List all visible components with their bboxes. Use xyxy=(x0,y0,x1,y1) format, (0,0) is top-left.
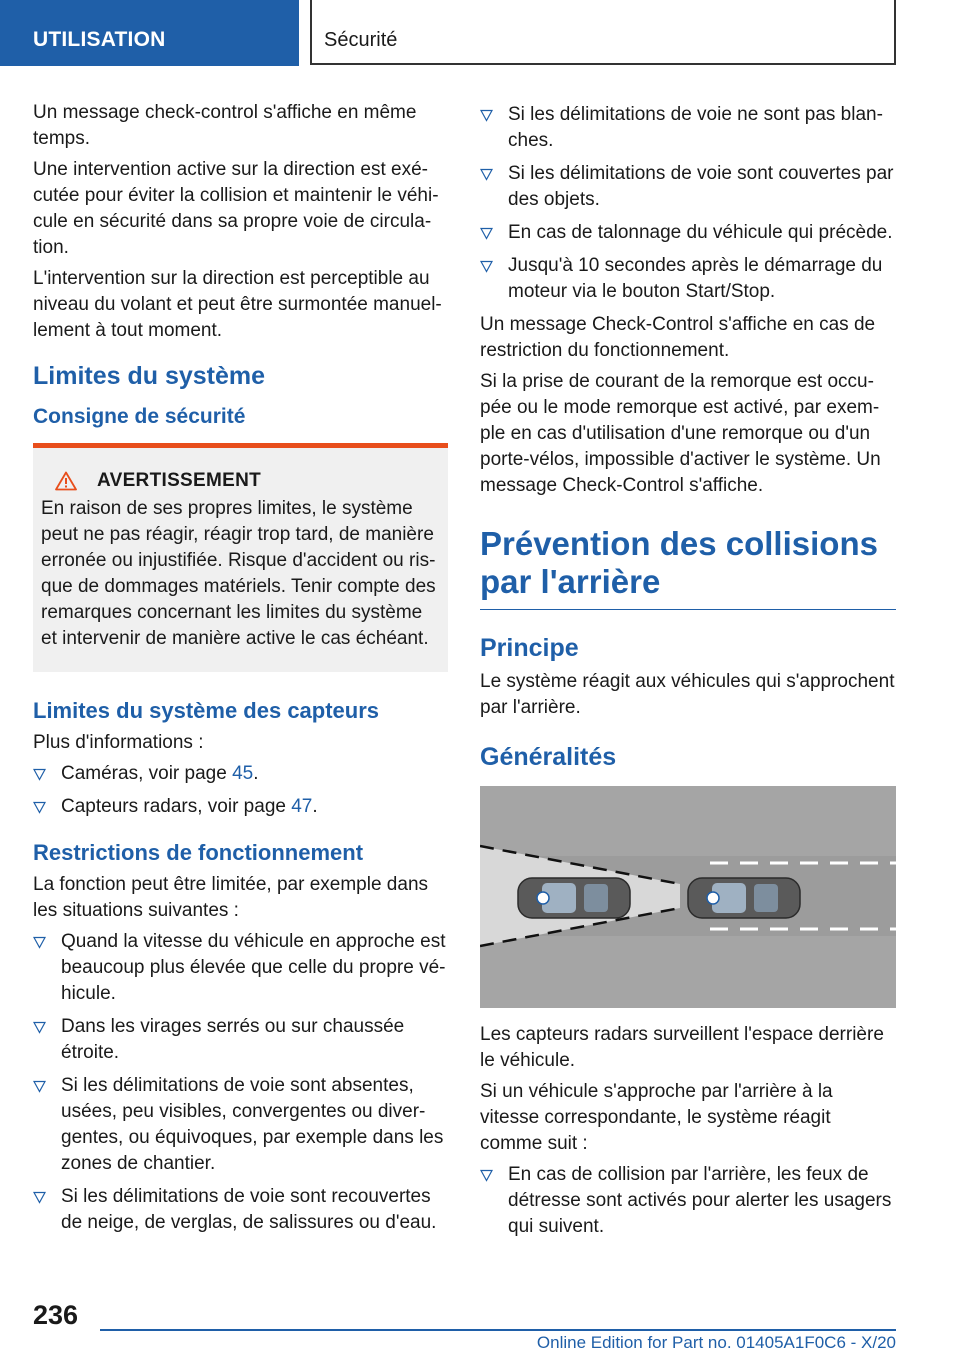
trailer-paragraph: Si la prise de courant de la remorque est occu-pée ou le mode remorque est activé, par exem-ple en cas d'utilisation d'une remorque ou d'un porte-vélos, impossible d'activer le système. Un message Check-Control s'affiche. xyxy=(480,371,881,496)
edition-info: Online Edition for Part no. 01405A1F0C6 - X/20 xyxy=(536,1333,896,1352)
list-item-text: Dans les virages serrés ou sur chaussée étroite. xyxy=(61,1016,405,1063)
limites-heading: Limites du système xyxy=(33,362,266,390)
triangle-bullet-icon xyxy=(33,1080,46,1093)
capteurs-heading: Limites du système des capteurs xyxy=(33,698,380,723)
list-item-end: . xyxy=(312,796,318,817)
list-item-end: . xyxy=(253,763,259,784)
gen-list xyxy=(480,1162,896,1240)
list-item-text: En cas de collision par l'arrière, les feux de détresse sont activés pour alerter les usagers qui suivent. xyxy=(508,1164,892,1237)
list-item-text: En cas de talonnage du véhicule qui précède. xyxy=(508,222,893,243)
left-column xyxy=(33,100,448,1243)
gen-paragraph: Les capteurs radars surveillent l'espace derrière le véhicule. xyxy=(480,1024,884,1071)
section-label: UTILISATION xyxy=(33,28,166,51)
restrictions-heading: Restrictions de fonctionnement xyxy=(33,840,364,865)
intro-paragraph: L'intervention sur la direction est perceptible au niveau du volant et peut être surmontée manuel-lement à tout moment. xyxy=(33,268,442,341)
right-column xyxy=(480,100,896,1247)
triangle-bullet-icon xyxy=(33,936,46,949)
list-item-text: Caméras, voir page xyxy=(61,763,233,784)
warning-triangle-icon xyxy=(55,471,77,491)
section-title xyxy=(480,525,896,610)
restrictions-list-continued xyxy=(480,102,896,305)
triangle-bullet-icon xyxy=(480,168,493,181)
list-item xyxy=(33,1073,448,1177)
section-tab xyxy=(0,0,299,66)
list-item-text: Si les délimitations de voie sont absentes, usées, peu visibles, convergentes ou diver-gentes, ou équivoques, par exemple dans les zones de chantier. xyxy=(61,1075,444,1174)
list-item-text: Si les délimitations de voie sont recouvertes de neige, de verglas, de salissures ou d'eau. xyxy=(61,1186,437,1233)
list-item-text: Si les délimitations de voie sont couvertes par des objets. xyxy=(508,163,894,210)
list-item-text: Si les délimitations de voie ne sont pas blan-ches. xyxy=(508,104,883,151)
principe-text: Le système réagit aux véhicules qui s'approchent par l'arrière. xyxy=(480,671,895,718)
capteurs-list xyxy=(33,761,448,820)
page-number: 236 xyxy=(33,1300,79,1330)
list-item xyxy=(33,1014,448,1066)
list-item xyxy=(480,253,896,305)
list-item-text: Jusqu'à 10 secondes après le démarrage du moteur via le bouton Start/Stop. xyxy=(508,255,883,302)
list-item xyxy=(33,929,448,1007)
chapter-label: Sécurité xyxy=(324,29,398,51)
generalites-heading: Généralités xyxy=(480,743,617,771)
list-item xyxy=(33,794,448,820)
warning-text: En raison de ses propres limites, le système peut ne pas réagir, réagir trop tard, de manière erronée ou injustifiée. Risque d'accident ou ris-que de dommages matériels. Tenir compte des remarques concernant les limites du système et intervenir de manière active le cas échéant. xyxy=(41,498,436,649)
triangle-bullet-icon xyxy=(480,1169,493,1182)
restriction-message-paragraph: Un message Check-Control s'affiche en cas de restriction du fonctionnement. xyxy=(480,314,876,361)
own-car-icon xyxy=(688,878,800,918)
list-item xyxy=(33,761,448,787)
triangle-bullet-icon xyxy=(33,768,46,781)
page-link[interactable]: 45 xyxy=(232,763,254,784)
intro-paragraph: Une intervention active sur la direction est exé-cutée pour éviter la collision et maintenir le véhi-cule en sécurité dans sa propre voie de circula-tion. xyxy=(33,159,439,258)
approaching-car-icon xyxy=(518,878,630,918)
list-item xyxy=(480,1162,896,1240)
chapter-header xyxy=(310,0,896,65)
triangle-bullet-icon xyxy=(480,260,493,273)
principe-heading: Principe xyxy=(480,634,579,662)
list-item xyxy=(480,161,896,213)
warning-box xyxy=(33,443,448,672)
list-item-text: Quand la vitesse du véhicule en approche est beaucoup plus élevée que celle du propre vé-hicule. xyxy=(61,931,446,1004)
triangle-bullet-icon xyxy=(480,227,493,240)
triangle-bullet-icon xyxy=(33,1021,46,1034)
intro-paragraph: Un message check-control s'affiche en même temps. xyxy=(33,102,417,149)
restrictions-intro: La fonction peut être limitée, par exemple dans les situations suivantes : xyxy=(33,874,429,921)
list-item-text: Capteurs radars, voir page xyxy=(61,796,292,817)
list-item xyxy=(480,220,896,246)
capteurs-intro: Plus d'informations : xyxy=(33,732,204,753)
rear-collision-illustration xyxy=(480,786,896,1008)
warning-header xyxy=(41,470,440,492)
triangle-bullet-icon xyxy=(480,109,493,122)
section-title-line: par l'arrière xyxy=(480,563,661,600)
warning-title: AVERTISSEMENT xyxy=(97,470,262,491)
triangle-bullet-icon xyxy=(33,1191,46,1204)
list-item xyxy=(480,102,896,154)
section-title-line: Prévention des collisions xyxy=(480,525,878,562)
footer-divider xyxy=(100,1329,896,1331)
restrictions-list xyxy=(33,929,448,1236)
page-link[interactable]: 47 xyxy=(291,796,313,817)
triangle-bullet-icon xyxy=(33,801,46,814)
consigne-heading: Consigne de sécurité xyxy=(33,405,246,428)
gen-paragraph: Si un véhicule s'approche par l'arrière à la vitesse correspondante, le système réagit comme suit : xyxy=(480,1081,833,1154)
list-item xyxy=(33,1184,448,1236)
road-diagram xyxy=(480,786,896,1008)
